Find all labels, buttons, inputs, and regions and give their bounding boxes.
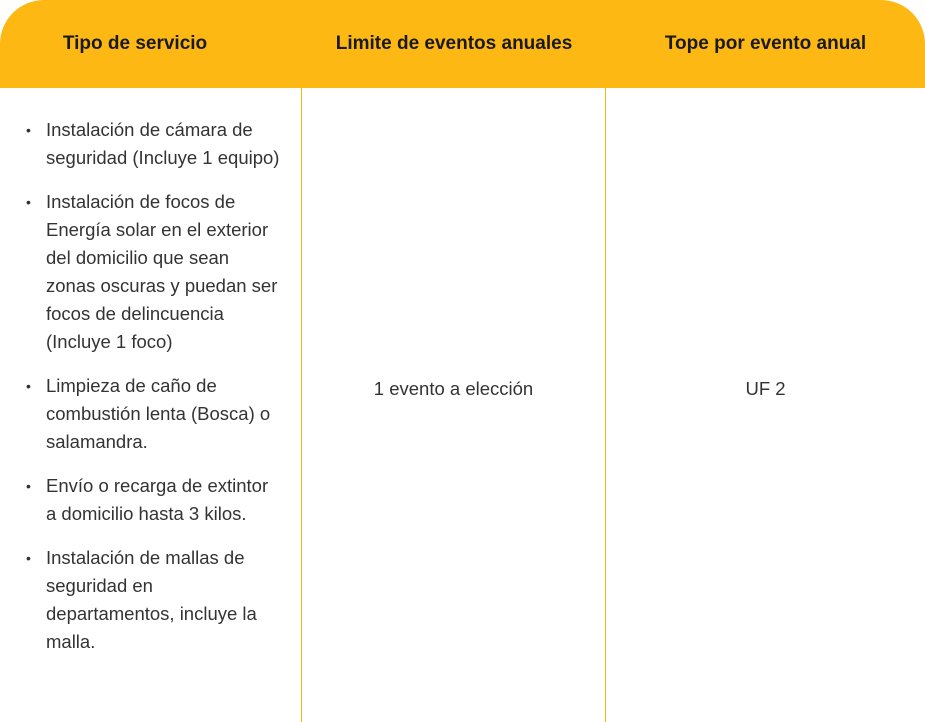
service-list — [26, 116, 282, 672]
table-header — [0, 0, 925, 88]
service-text: Instalación de cámara de seguridad (Incluye 1 equipo) — [46, 119, 280, 168]
list-item — [26, 372, 282, 456]
event-limit-cell — [301, 88, 606, 722]
list-item — [26, 188, 282, 356]
service-type-cell — [0, 88, 301, 722]
bullet-icon: • — [26, 194, 31, 210]
bullet-icon: • — [26, 478, 31, 494]
service-text: Envío o recarga de extintor a domicilio hasta 3 kilos. — [46, 475, 269, 524]
bullet-icon: • — [26, 378, 31, 394]
cap-cell — [606, 88, 925, 722]
event-limit-value: 1 evento a elección — [373, 378, 534, 399]
header-annual-event-limit: Limite de eventos anuales — [335, 33, 573, 54]
service-text: Instalación de mallas de seguridad en departamentos, incluye la malla. — [46, 547, 257, 652]
header-service-type: Tipo de servicio — [62, 33, 208, 54]
header-cap-per-event: Tope por evento anual — [664, 33, 867, 54]
bullet-icon: • — [26, 550, 31, 566]
service-text: Instalación de focos de Energía solar en el exterior del domicilio que sean zonas oscuras y puedan ser focos de delincuencia (Incluye 1 foco) — [46, 191, 278, 352]
list-item — [26, 544, 282, 656]
bullet-icon: • — [26, 122, 31, 138]
list-item — [26, 472, 282, 528]
service-text: Limpieza de caño de combustión lenta (Bosca) o salamandra. — [46, 375, 271, 452]
cap-value: UF 2 — [745, 378, 786, 399]
list-item — [26, 116, 282, 172]
